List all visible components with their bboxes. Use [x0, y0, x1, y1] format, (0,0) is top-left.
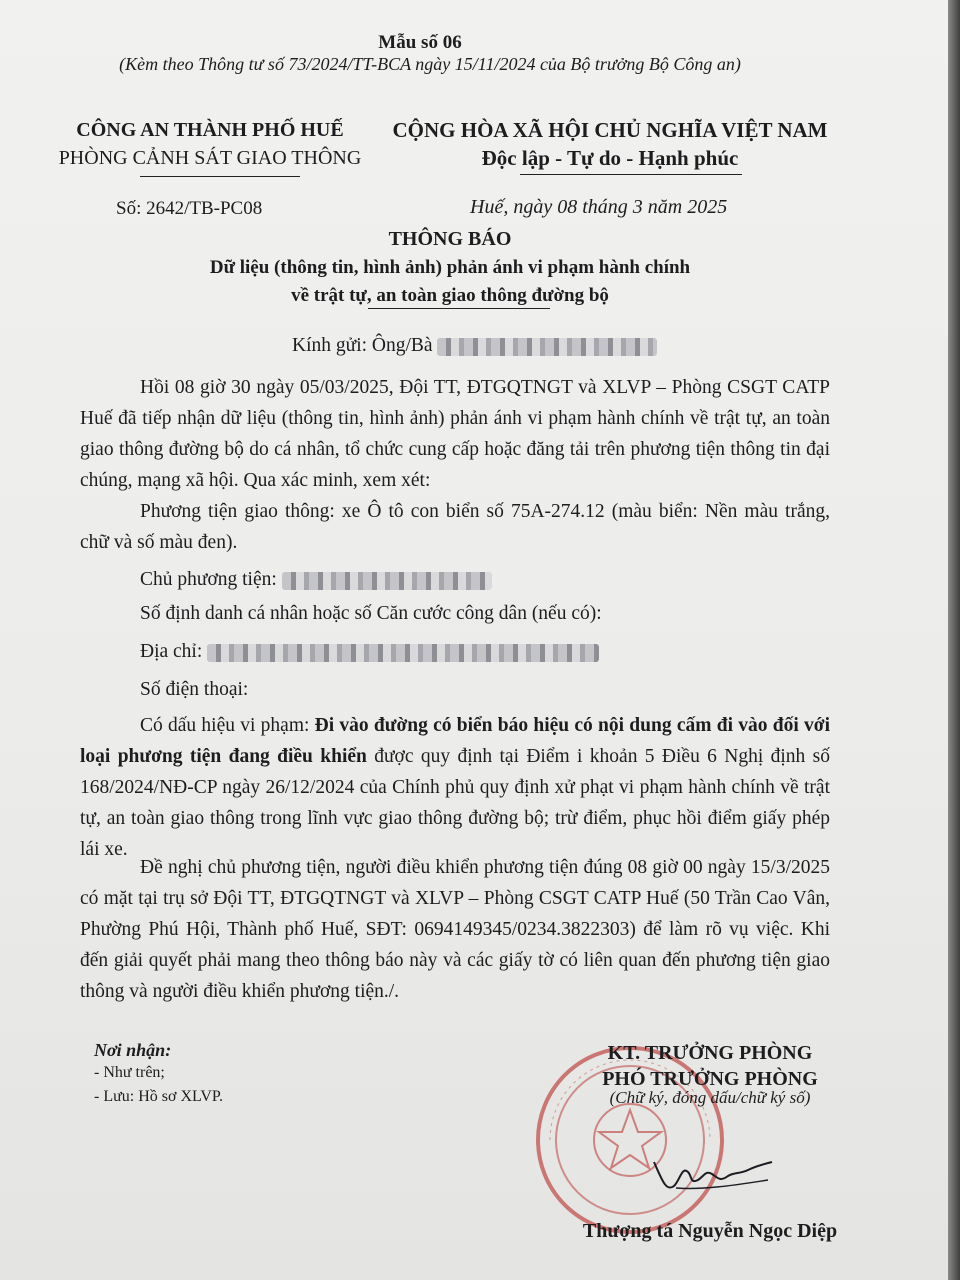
agency-name: CÔNG AN THÀNH PHỐ HUẾ — [76, 119, 344, 141]
redacted-recipient-name — [437, 338, 657, 356]
page-edge-shadow — [948, 0, 960, 1280]
address-label: Địa chỉ: — [140, 641, 203, 662]
handwritten-signature — [640, 1140, 780, 1200]
motto-underline — [520, 174, 742, 175]
recipient-line — [292, 330, 657, 361]
agency-underline — [140, 176, 300, 177]
agency-department: PHÒNG CẢNH SÁT GIAO THÔNG — [58, 147, 362, 169]
signer-name: Thượng tá Nguyễn Ngọc Diệp — [582, 1220, 838, 1242]
recipient-item-2: - Lưu: Hồ sơ XLVP. — [94, 1088, 223, 1105]
national-motto — [380, 116, 840, 172]
paragraph-request — [80, 852, 830, 1007]
issuing-agency — [30, 116, 390, 172]
form-reference: (Kèm theo Thông tư số 73/2024/TT-BCA ngày 15/11/2024 của Bộ trưởng Bộ Công an) — [119, 54, 741, 74]
document-title: THÔNG BÁO — [388, 228, 512, 250]
redacted-address — [207, 644, 599, 662]
signature-block-title — [560, 1040, 860, 1092]
paragraph-violation — [80, 710, 830, 865]
owner-label: Chủ phương tiện: — [140, 569, 277, 590]
nation-name: CỘNG HÒA XÃ HỘI CHỦ NGHĨA VIỆT NAM — [392, 118, 828, 142]
subtitle-line-1: Dữ liệu (thông tin, hình ảnh) phản ánh vi phạm hành chính — [209, 257, 691, 278]
address-line — [140, 636, 599, 667]
document-subtitle — [0, 254, 900, 310]
paragraph-intro — [80, 372, 830, 496]
recipient-label: Kính gửi: Ông/Bà — [292, 335, 433, 356]
violation-description: Đi vào đường có biển báo hiệu có nội dung cấm đi vào đối với loại phương tiện đang điều khiển — [80, 715, 830, 767]
document-date: Huế, ngày 08 tháng 3 năm 2025 — [470, 196, 728, 218]
request-text: Đề nghị chủ phương tiện, người điều khiển phương tiện đúng 08 giờ 00 ngày 15/3/2025 có mặt tại trụ sở Đội TT, ĐTGQTNGT và XLVP – Phòng CSGT CATP Huế (50 Trần Cao Vân, Phường Phú Hội, Thành phố Huế, SĐT: 0694149345/0234.3822303) để làm rõ vụ việc. Khi đến giải quyết phải mang theo thông báo này và các giấy tờ có liên quan đến phương tiện giao thông và người điều khiển phương tiện./. — [80, 857, 830, 1002]
vehicle-text: Phương tiện giao thông: xe Ô tô con biển số 75A-274.12 (màu biển: Nền màu trắng, chữ và số màu đen). — [80, 501, 830, 553]
phone-label: Số điện thoại: — [140, 679, 249, 700]
redacted-owner-name — [282, 572, 492, 590]
violation-legal-basis: được quy định tại Điểm i khoản 5 Điều 6 Nghị định số 168/2024/NĐ-CP ngày 26/12/2024 của Chính phủ quy định xử phạt vi phạm hành chính về trật tự, an toàn giao thông trong lĩnh vực giao thông đường bộ; trừ điểm, phục hồi điểm giấy phép lái xe. — [80, 746, 830, 860]
id-label: Số định danh cá nhân hoặc số Căn cước công dân (nếu có): — [140, 603, 602, 624]
violation-lead: Có dấu hiệu vi phạm: — [140, 715, 315, 736]
title-underline — [368, 308, 550, 309]
document-number: Số: 2642/TB-PC08 — [116, 198, 263, 219]
nation-motto: Độc lập - Tự do - Hạnh phúc — [481, 146, 739, 170]
recipient-item-1: - Như trên; — [94, 1064, 165, 1081]
sign-title-line-2: PHÓ TRƯỞNG PHÒNG — [602, 1068, 818, 1090]
sign-title-line-1: KT. TRƯỞNG PHÒNG — [607, 1042, 813, 1064]
intro-text: Hồi 08 giờ 30 ngày 05/03/2025, Đội TT, ĐTGQTNGT và XLVP – Phòng CSGT CATP Huế đã tiếp nhận dữ liệu (thông tin, hình ảnh) phản ánh vi phạm hành chính về trật tự, an toàn giao thông đường bộ do cá nhân, tổ chức cung cấp hoặc đăng tải trên phương tiện thông tin đại chúng, mạng xã hội. Qua xác minh, xem xét: — [80, 377, 830, 491]
owner-line — [140, 564, 492, 595]
recipients-title: Nơi nhận: — [94, 1040, 172, 1060]
subtitle-line-2: về trật tự, an toàn giao thông đường bộ — [291, 285, 609, 306]
signature-note: (Chữ ký, đóng dấu/chữ ký số) — [609, 1088, 811, 1107]
form-number: Mẫu số 06 — [378, 32, 462, 53]
paragraph-vehicle — [80, 496, 830, 558]
